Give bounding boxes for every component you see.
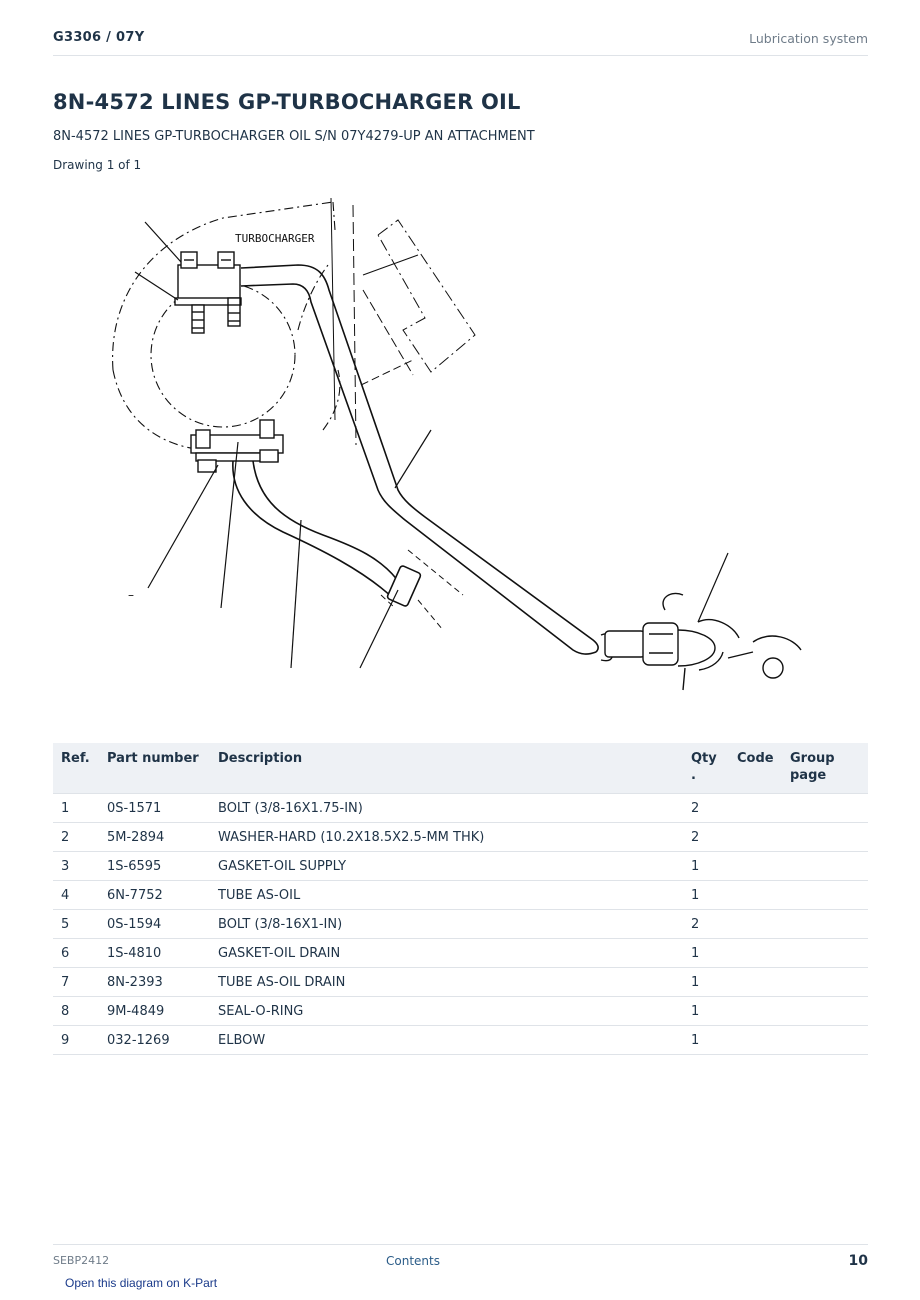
cell-description: BOLT (3/8-16X1.75-IN) <box>218 794 691 823</box>
cell-qty: 2 <box>691 910 737 939</box>
parts-table-body <box>53 794 868 1055</box>
cell-ref: 8 <box>53 997 107 1026</box>
cell-ref: 4 <box>53 881 107 910</box>
col-header-ref: Ref. <box>53 743 107 794</box>
cell-qty: 1 <box>691 939 737 968</box>
cell-group-page <box>790 794 868 823</box>
cell-part-number: 032-1269 <box>107 1026 218 1055</box>
col-header-code: Code <box>737 743 790 794</box>
cell-group-page <box>790 997 868 1026</box>
cell-ref: 3 <box>53 852 107 881</box>
page-footer <box>53 1244 868 1274</box>
cell-ref: 9 <box>53 1026 107 1055</box>
supply-flange <box>175 252 241 333</box>
cell-qty: 2 <box>691 794 737 823</box>
document-id: SEBP2412 <box>53 1254 110 1267</box>
col-header-group-page: Group page <box>790 743 868 794</box>
cell-qty: 1 <box>691 997 737 1026</box>
cell-code <box>737 823 790 852</box>
cell-code <box>737 881 790 910</box>
cell-qty: 1 <box>691 881 737 910</box>
cell-description: TUBE AS-OIL DRAIN <box>218 968 691 997</box>
cell-code <box>737 1026 790 1055</box>
cell-ref: 7 <box>53 968 107 997</box>
cell-code <box>737 794 790 823</box>
table-row <box>53 852 868 881</box>
page-header <box>53 28 868 56</box>
cell-part-number: 5M-2894 <box>107 823 218 852</box>
cell-code <box>737 968 790 997</box>
cell-description: SEAL-O-RING <box>218 997 691 1026</box>
cell-ref: 6 <box>53 939 107 968</box>
table-row <box>53 794 868 823</box>
col-header-qty <box>691 743 737 794</box>
cell-group-page <box>790 1026 868 1055</box>
oil-drain-tube <box>233 461 463 630</box>
cell-qty: 1 <box>691 968 737 997</box>
cell-code <box>737 997 790 1026</box>
cell-part-number: 1S-4810 <box>107 939 218 968</box>
cell-qty: 2 <box>691 823 737 852</box>
cell-description: GASKET-OIL DRAIN <box>218 939 691 968</box>
cell-ref: 2 <box>53 823 107 852</box>
cell-qty: 1 <box>691 852 737 881</box>
cell-group-page <box>790 939 868 968</box>
col-header-description: Description <box>218 743 691 794</box>
stray-mark: – <box>128 588 134 602</box>
cell-description: TUBE AS-OIL <box>218 881 691 910</box>
parts-diagram[interactable] <box>53 190 813 715</box>
table-header-row <box>53 743 868 794</box>
cell-part-number: 1S-6595 <box>107 852 218 881</box>
cell-ref: 1 <box>53 794 107 823</box>
oil-supply-tube <box>241 265 598 654</box>
table-row <box>53 881 868 910</box>
cell-ref: 5 <box>53 910 107 939</box>
table-row <box>53 968 868 997</box>
cell-qty: 1 <box>691 1026 737 1055</box>
table-row <box>53 997 868 1026</box>
cell-code <box>737 910 790 939</box>
col-header-part-number: Part number <box>107 743 218 794</box>
cell-part-number: 8N-2393 <box>107 968 218 997</box>
contents-link[interactable]: Contents <box>386 1254 440 1268</box>
col-header-qty-text: Qty . <box>691 751 717 783</box>
table-row <box>53 910 868 939</box>
turbocharger-label: TURBOCHARGER <box>235 232 315 245</box>
drawing-count: Drawing 1 of 1 <box>53 158 142 172</box>
section-name: Lubrication system <box>749 31 868 46</box>
model-code: G3306 / 07Y <box>53 30 145 45</box>
cell-group-page <box>790 852 868 881</box>
cell-description: ELBOW <box>218 1026 691 1055</box>
elbow-fitting <box>601 593 801 690</box>
cell-group-page <box>790 881 868 910</box>
parts-table <box>53 743 868 1055</box>
cell-code <box>737 852 790 881</box>
cell-group-page <box>790 823 868 852</box>
page-number: 10 <box>848 1253 868 1269</box>
table-row <box>53 823 868 852</box>
cell-group-page <box>790 910 868 939</box>
cell-part-number: 6N-7752 <box>107 881 218 910</box>
table-row <box>53 1026 868 1055</box>
page-subtitle: 8N-4572 LINES GP-TURBOCHARGER OIL S/N 07Y4279-UP AN ATTACHMENT <box>53 129 535 144</box>
kpart-link[interactable]: Open this diagram on K-Part <box>65 1276 218 1290</box>
cell-group-page <box>790 968 868 997</box>
cell-description: WASHER-HARD (10.2X18.5X2.5-MM THK) <box>218 823 691 852</box>
cell-part-number: 0S-1594 <box>107 910 218 939</box>
page-title: 8N-4572 LINES GP-TURBOCHARGER OIL <box>53 90 521 114</box>
engine-block-outline <box>331 198 475 445</box>
table-row <box>53 939 868 968</box>
cell-description: BOLT (3/8-16X1-IN) <box>218 910 691 939</box>
cell-part-number: 0S-1571 <box>107 794 218 823</box>
cell-description: GASKET-OIL SUPPLY <box>218 852 691 881</box>
cell-code <box>737 939 790 968</box>
cell-part-number: 9M-4849 <box>107 997 218 1026</box>
